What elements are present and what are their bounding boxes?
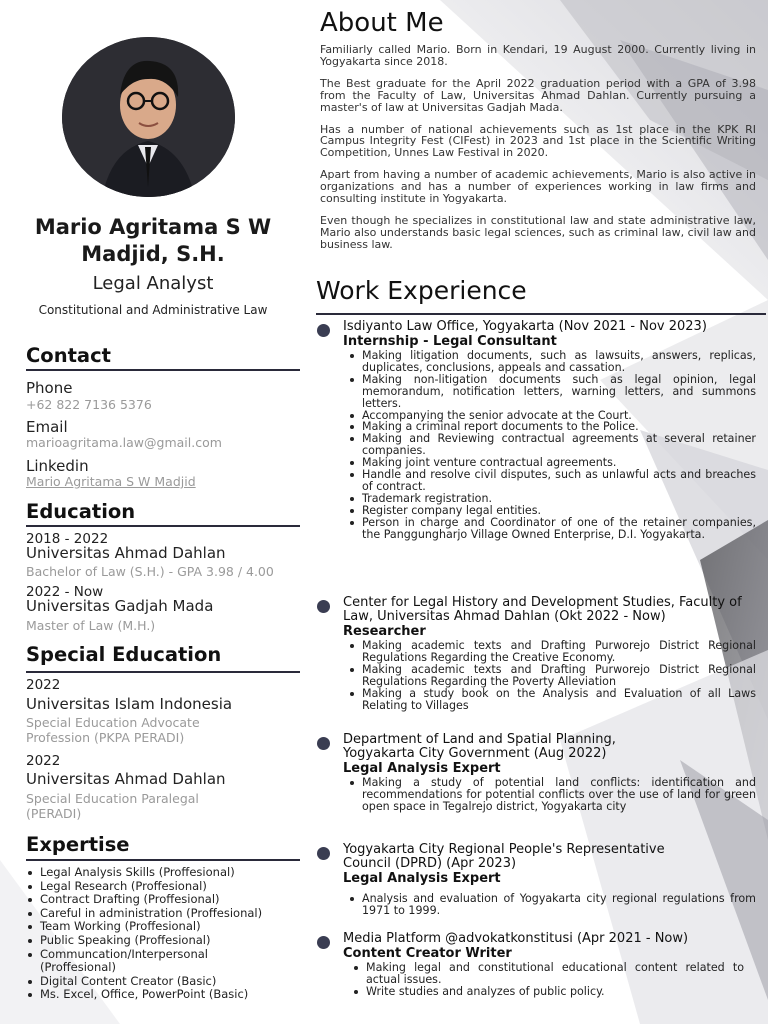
- job-entry: [316, 596, 756, 711]
- job-entry: [316, 843, 756, 917]
- expertise-item: Ms. Excel, Office, PowerPoint (Basic): [40, 988, 312, 1002]
- job-header: Department of Land and Spatial Planning, Yogyakarta City Government (Aug 2022): [343, 732, 616, 761]
- program-line-1: Special Education Paralegal: [26, 791, 199, 806]
- expertise-item: Legal Research (Proffesional): [40, 880, 312, 894]
- specialization: Constitutional and Administrative Law: [38, 303, 268, 317]
- program-line-2: Profession (PKPA PERADI): [26, 730, 185, 745]
- duty-item: Making a study of potential land conflicts: identification and recommendations for potential conflicts over the use of land for green open space in Tegalrejo district, Yogyakarta city: [362, 776, 756, 813]
- about-paragraph: Familiarly called Mario. Born in Kendari, 19 August 2000. Currently living in Yogyakarta since 2018.: [320, 43, 756, 68]
- linkedin-link[interactable]: Mario Agritama S W Madjid: [26, 474, 196, 489]
- duty-item: Making and Reviewing contractual agreements at several retainer companies.: [362, 432, 756, 458]
- duty-item: Making academic texts and Drafting Purworejo District Regional Regulations Regarding the Poverty Alleviation: [362, 662, 756, 688]
- duty-item: Making a study book on the Analysis and Evaluation of all Laws Relating to Villages: [362, 686, 756, 712]
- full-name: [22, 214, 284, 268]
- job-title: Content Creator Writer: [343, 946, 512, 961]
- special-education-program: [26, 791, 306, 821]
- job-header: Yogyakarta City Regional People's Representative Council (DPRD) (Apr 2023): [343, 842, 665, 871]
- special-education-divider: [26, 671, 300, 673]
- job-title: Internship - Legal Consultant: [343, 334, 557, 349]
- about-body: [320, 44, 756, 261]
- duty-item: Making legal and constitutional educational content related to actual issues.: [366, 961, 744, 986]
- duty-item: Accompanying the senior advocate at the Court.: [362, 410, 756, 422]
- expertise-item: Careful in administration (Proffesional): [40, 907, 312, 921]
- job-entry: [316, 320, 756, 541]
- duty-item: Register company legal entities.: [362, 505, 756, 517]
- expertise-item: Public Speaking (Proffesional): [40, 934, 312, 948]
- program-line-2: (PERADI): [26, 806, 82, 821]
- email-label: Email: [26, 418, 68, 436]
- education-divider: [26, 525, 300, 527]
- job-duties: [362, 777, 756, 813]
- duty-item: Analysis and evaluation of Yogyakarta city regional regulations from 1971 to 1999.: [362, 892, 756, 917]
- contact-divider: [26, 369, 300, 371]
- phone-value: +62 822 7136 5376: [26, 397, 152, 412]
- education-degree: Master of Law (M.H.): [26, 618, 156, 633]
- job-duties: [362, 350, 756, 541]
- timeline-dot-icon: [317, 600, 330, 613]
- duty-item: Write studies and analyzes of public policy.: [366, 986, 756, 998]
- duty-item: Handle and resolve civil disputes, such as unlawful acts and breaches of contract.: [362, 468, 756, 493]
- name-line-1: Mario Agritama S W: [34, 215, 272, 239]
- special-education-heading: Special Education: [26, 643, 222, 666]
- expertise-item: Communcation/Interpersonal (Proffesional): [40, 948, 240, 975]
- expertise-item: Legal Analysis Skills (Proffesional): [40, 866, 312, 880]
- linkedin-label: Linkedin: [26, 457, 89, 475]
- duty-item: Making joint venture contractual agreements.: [362, 457, 756, 469]
- contact-heading: Contact: [26, 344, 111, 367]
- duty-item: Making a criminal report documents to the Police.: [362, 421, 756, 433]
- email-value[interactable]: marioagritama.law@gmail.com: [26, 435, 222, 450]
- phone-label: Phone: [26, 379, 73, 397]
- expertise-divider: [26, 859, 300, 861]
- about-paragraph: Has a number of national achievements such as 1st place in the KPK RI Campus Integrity Fest (CIFest) in 2023 and 1st place in the Scientific Writing Competition, Unnes Law Festival in 2020.: [320, 122, 756, 160]
- work-experience-heading: Work Experience: [316, 276, 527, 305]
- education-school: Universitas Gadjah Mada: [26, 597, 214, 615]
- work-experience-divider: [316, 313, 766, 315]
- duty-item: Making non-litigation documents such as legal opinion, legal memorandum, notification letters, warning letters, and summons letters.: [362, 372, 756, 410]
- timeline-dot-icon: [317, 936, 330, 949]
- special-education-year: 2022: [26, 753, 61, 769]
- timeline-dot-icon: [317, 324, 330, 337]
- expertise-item: Team Working (Proffesional): [40, 920, 312, 934]
- expertise-item: Contract Drafting (Proffesional): [40, 893, 312, 907]
- duty-item: Making academic texts and Drafting Purworejo District Regional Regulations Regarding the Creative Economy.: [362, 639, 756, 664]
- job-duties: [362, 893, 756, 917]
- job-entry: [316, 733, 756, 813]
- job-header: Media Platform @advokatkonstitusi (Apr 2021 - Now): [343, 931, 689, 946]
- about-paragraph: Even though he specializes in constitutional law and state administrative law, Mario also understands basic legal sciences, such as criminal law, civil law and business law.: [320, 213, 756, 251]
- about-heading: About Me: [320, 8, 444, 38]
- person-avatar-icon: [62, 37, 235, 197]
- job-title: Legal Analysis Expert: [343, 761, 501, 776]
- special-education-program: [26, 715, 306, 745]
- education-years: 2018 - 2022: [26, 531, 109, 547]
- expertise-heading: Expertise: [26, 833, 130, 856]
- profile-photo: [62, 37, 235, 197]
- program-line-1: Special Education Advocate: [26, 715, 200, 730]
- special-education-school: Universitas Ahmad Dahlan: [26, 770, 226, 788]
- job-duties: [366, 962, 756, 998]
- expertise-item: Digital Content Creator (Basic): [40, 975, 312, 989]
- expertise-list: [40, 866, 312, 1002]
- special-education-year: 2022: [26, 677, 61, 693]
- education-years: 2022 - Now: [26, 584, 104, 600]
- job-role: Legal Analyst: [92, 273, 214, 294]
- duty-item: Making litigation documents, such as lawsuits, answers, replicas, duplicates, conclusions, appeals and cassation.: [362, 349, 756, 374]
- about-paragraph: Apart from having a number of academic achievements, Mario is also active in organizations and has a number of experiences working in law firms and consulting institute in Yogyakarta.: [320, 168, 756, 206]
- about-paragraph: The Best graduate for the April 2022 graduation period with a GPA of 3.98 from the Faculty of Law, Universitas Ahmad Dahlan. Currently pursuing a master's of law at Universitas Gadjah Mada.: [320, 76, 756, 114]
- education-degree: Bachelor of Law (S.H.) - GPA 3.98 / 4.00: [26, 564, 274, 579]
- duty-item: Trademark registration.: [362, 493, 756, 505]
- education-heading: Education: [26, 500, 136, 523]
- job-header: Isdiyanto Law Office, Yogyakarta (Nov 2021 - Nov 2023): [343, 319, 707, 334]
- job-entry: [316, 932, 756, 998]
- job-header: Center for Legal History and Development Studies, Faculty of Law, Universitas Ahmad Dahlan (Okt 2022 - Now): [343, 595, 742, 624]
- job-title: Legal Analysis Expert: [343, 871, 501, 886]
- job-title: Researcher: [343, 624, 426, 639]
- name-line-2: Madjid, S.H.: [81, 242, 225, 266]
- education-school: Universitas Ahmad Dahlan: [26, 544, 226, 562]
- job-duties: [362, 640, 756, 711]
- special-education-school: Universitas Islam Indonesia: [26, 695, 233, 713]
- duty-item: Person in charge and Coordinator of one of the retainer companies, the Panggungharjo Village Owned Enterprise, D.I. Yogyakarta.: [362, 515, 756, 541]
- timeline-dot-icon: [317, 847, 330, 860]
- timeline-dot-icon: [317, 737, 330, 750]
